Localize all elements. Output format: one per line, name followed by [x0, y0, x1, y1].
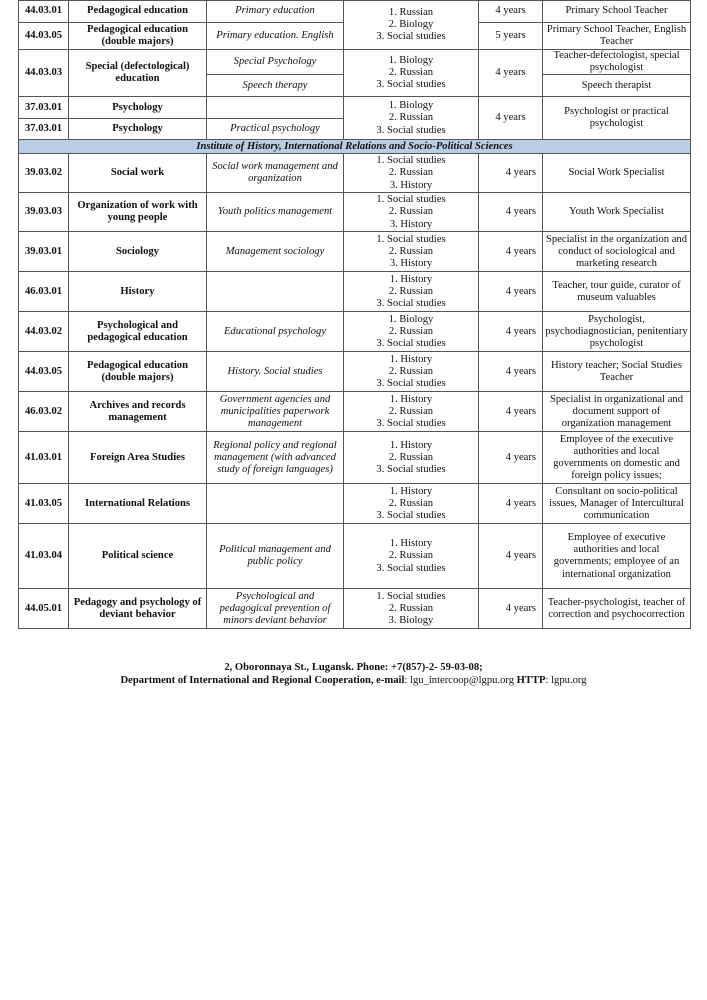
career: Primary School Teacher, English Teacher — [543, 23, 691, 50]
program-name: Archives and records management — [69, 392, 207, 432]
program-code: 46.03.02 — [19, 392, 69, 432]
program-name: Organization of work with young people — [69, 193, 207, 232]
program-profile — [207, 484, 344, 524]
program-code: 37.03.01 — [19, 97, 69, 119]
program-name: Psychology — [69, 97, 207, 119]
program-code: 39.03.02 — [19, 154, 69, 193]
entrance-exams: 1. History 2. Russian 3. Social studies — [344, 484, 479, 524]
program-profile: Special Psychology — [207, 50, 344, 75]
study-duration: 4 years — [479, 524, 543, 589]
program-name: Psychology — [69, 119, 207, 140]
program-code: 41.03.05 — [19, 484, 69, 524]
table-row — [19, 524, 691, 589]
study-duration: 4 years — [479, 589, 543, 629]
entrance-exams: 1. History 2. Russian 3. Social studies — [344, 524, 479, 589]
entrance-exams: 1. Social studies 2. Russian 3. Biology — [344, 589, 479, 629]
program-name: Political science — [69, 524, 207, 589]
career: Consultant on socio-political issues, Manager of Intercultural communication — [543, 484, 691, 524]
study-duration: 4 years — [479, 432, 543, 484]
program-profile: Management sociology — [207, 232, 344, 272]
program-code: 41.03.04 — [19, 524, 69, 589]
program-name: History — [69, 272, 207, 312]
entrance-exams: 1. History 2. Russian 3. Social studies — [344, 432, 479, 484]
study-duration: 4 years — [479, 97, 543, 140]
career: Primary School Teacher — [543, 1, 691, 23]
program-profile: Educational psychology — [207, 312, 344, 352]
table-row — [19, 193, 691, 232]
career: Specialist in the organization and conduct of sociological and marketing research — [543, 232, 691, 272]
table-row — [19, 232, 691, 272]
program-code: 41.03.01 — [19, 432, 69, 484]
program-code: 46.03.01 — [19, 272, 69, 312]
program-code: 39.03.03 — [19, 193, 69, 232]
career: Teacher-psychologist, teacher of correction and psychocorrection — [543, 589, 691, 629]
table-row — [19, 312, 691, 352]
program-code: 37.03.01 — [19, 119, 69, 140]
career: Psychologist, psychodiagnostician, penitentiary psychologist — [543, 312, 691, 352]
program-profile: Primary education. English — [207, 23, 344, 50]
footer-contact-line: Department of International and Regional Cooperation, e-mail: lgu_intercoop@lgpu.org HTTP: lgpu.org — [120, 675, 587, 686]
program-code: 39.03.01 — [19, 232, 69, 272]
career: Speech therapist — [543, 75, 691, 97]
program-name: Psychological and pedagogical education — [69, 312, 207, 352]
program-profile: Psychological and pedagogical prevention of minors deviant behavior — [207, 589, 344, 629]
table-row — [19, 1, 691, 23]
career: Teacher-defectologist, special psychologist — [543, 50, 691, 75]
study-duration: 4 years — [479, 1, 543, 23]
entrance-exams: 1. History 2. Russian 3. Social studies — [344, 272, 479, 312]
programs-table — [18, 0, 691, 629]
footer — [0, 661, 707, 687]
program-code: 44.03.05 — [19, 352, 69, 392]
program-code: 44.03.03 — [19, 50, 69, 97]
program-profile: Political management and public policy — [207, 524, 344, 589]
program-name: International Relations — [69, 484, 207, 524]
study-duration: 4 years — [479, 50, 543, 97]
program-profile — [207, 272, 344, 312]
program-name: Pedagogical education (double majors) — [69, 23, 207, 50]
entrance-exams: 1. Biology 2. Russian 3. Social studies — [344, 97, 479, 140]
study-duration: 4 years — [479, 232, 543, 272]
career: Specialist in organizational and document support of organization management — [543, 392, 691, 432]
table-row — [19, 97, 691, 119]
institute-header: Institute of History, International Relations and Socio-Political Sciences — [19, 140, 691, 154]
program-code: 44.05.01 — [19, 589, 69, 629]
table-row — [19, 50, 691, 75]
program-name: Foreign Area Studies — [69, 432, 207, 484]
entrance-exams: 1. Social studies 2. Russian 3. History — [344, 154, 479, 193]
career: Teacher, tour guide, curator of museum valuables — [543, 272, 691, 312]
program-profile: Regional policy and regional management (with advanced study of foreign languages) — [207, 432, 344, 484]
program-profile — [207, 97, 344, 119]
table-row — [19, 352, 691, 392]
entrance-exams: 1. Russian 2. Biology 3. Social studies — [344, 1, 479, 50]
program-code: 44.03.02 — [19, 312, 69, 352]
study-duration: 4 years — [479, 484, 543, 524]
study-duration: 4 years — [479, 193, 543, 232]
program-name: Pedagogy and psychology of deviant behavior — [69, 589, 207, 629]
program-profile: Practical psychology — [207, 119, 344, 140]
career: Psychologist or practical psychologist — [543, 97, 691, 140]
program-profile: Government agencies and municipalities paperwork management — [207, 392, 344, 432]
program-name: Social work — [69, 154, 207, 193]
study-duration: 4 years — [479, 312, 543, 352]
website-link[interactable]: : lgpu.org — [545, 675, 587, 686]
entrance-exams: 1. Social studies 2. Russian 3. History — [344, 193, 479, 232]
study-duration: 4 years — [479, 352, 543, 392]
table-row — [19, 272, 691, 312]
table-row — [19, 589, 691, 629]
career: Youth Work Specialist — [543, 193, 691, 232]
email-link[interactable]: : lgu_intercoop@lgpu.org — [404, 675, 517, 686]
program-profile: Primary education — [207, 1, 344, 23]
program-code: 44.03.01 — [19, 1, 69, 23]
entrance-exams: 1. Biology 2. Russian 3. Social studies — [344, 312, 479, 352]
entrance-exams: 1. History 2. Russian 3. Social studies — [344, 352, 479, 392]
program-profile: History. Social studies — [207, 352, 344, 392]
study-duration: 4 years — [479, 154, 543, 193]
program-profile: Speech therapy — [207, 75, 344, 97]
study-duration: 4 years — [479, 272, 543, 312]
program-profile: Social work management and organization — [207, 154, 344, 193]
institute-header-row — [19, 140, 691, 154]
program-name: Pedagogical education (double majors) — [69, 352, 207, 392]
table-row — [19, 154, 691, 193]
entrance-exams: 1. Social studies 2. Russian 3. History — [344, 232, 479, 272]
study-duration: 5 years — [479, 23, 543, 50]
table-row — [19, 432, 691, 484]
program-name: Special (defectological) education — [69, 50, 207, 97]
table-row — [19, 484, 691, 524]
study-duration: 4 years — [479, 392, 543, 432]
phone-number: +7(857)-2- 59-03-08; — [391, 662, 483, 673]
program-code: 44.03.05 — [19, 23, 69, 50]
table-row — [19, 392, 691, 432]
footer-address-line: 2, Oboronnaya St., Lugansk. Phone: +7(857)-2- 59-03-08; — [224, 662, 483, 673]
program-name: Sociology — [69, 232, 207, 272]
career: History teacher; Social Studies Teacher — [543, 352, 691, 392]
program-name: Pedagogical education — [69, 1, 207, 23]
career: Employee of executive authorities and local governments; employee of an international organization — [543, 524, 691, 589]
career: Social Work Specialist — [543, 154, 691, 193]
career: Employee of the executive authorities and local governments on domestic and foreign policy issues; — [543, 432, 691, 484]
program-profile: Youth politics management — [207, 193, 344, 232]
entrance-exams: 1. History 2. Russian 3. Social studies — [344, 392, 479, 432]
entrance-exams: 1. Biology 2. Russian 3. Social studies — [344, 50, 479, 97]
